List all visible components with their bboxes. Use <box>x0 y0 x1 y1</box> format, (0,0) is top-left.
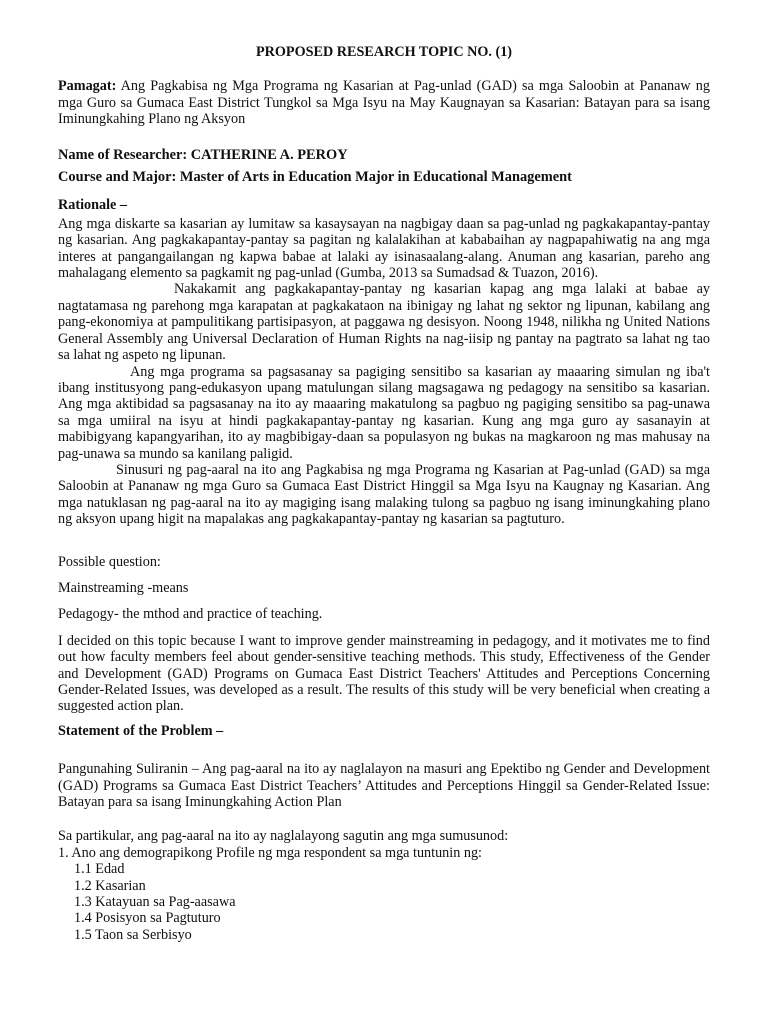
pangunahing-suliranin: Pangunahing Suliranin – Ang pag-aaral na ito ay naglalayon na masuri ang Epektibo ng Gender and Development (GAD) Programs sa Gumaca East District Teachers’ Attitudes and Perceptions Hinggil sa Gender-Related Issue: Batayan para sa isang Iminungkahing Action Plan <box>58 761 710 811</box>
document-title: PROPOSED RESEARCH TOPIC NO. (1) <box>255 44 513 60</box>
list-item: 1.2 Kasarian <box>74 877 146 894</box>
course-and-major: Course and Major: Master of Arts in Education Major in Educational Management <box>58 169 572 186</box>
researcher-name: Name of Researcher: CATHERINE A. PEROY <box>58 146 348 163</box>
rationale-paragraph-3: Ang mga programa sa pagsasanay sa pagiging sensitibo sa kasarian ay maaaring simulan ng iba't ibang institusyong pang-edukasyon upang matulungan silang magsagawa ng pedagogy na sensitibo sa kasarian. Ang mga aktibidad sa pagsasanay na ito ay maaaring makatulong sa pagbuo ng pagiging sensitibo sa pag-unawa sa mga umiiral na isyu at hindi pagkakapantay-pantay ng kasarian. Kung ang mga guro ay sasanayin at mabibigyang kapangyarihan, ito ay magbibigay-daan sa populasyon ng bukas na magkaroon ng mas mahusay na pag-unawa sa mundo sa kanilang paligid. <box>58 363 710 462</box>
question-1: 1. Ano ang demograpikong Profile ng mga respondent sa mga tuntunin ng: <box>58 844 482 861</box>
pamagat-text: Ang Pagkabisa ng Mga Programa ng Kasarian at Pag-unlad (GAD) sa mga Saloobin at Pananaw ng mga Guro sa Gumaca East District Tungkol sa Mga Isyu na May Kaugnayan sa Kasarian: Batayan para sa isang Iminungkahing Plano ng Aksyon <box>58 78 710 128</box>
rationale-heading: Rationale – <box>58 197 127 214</box>
possible-question: Possible question: <box>58 553 161 570</box>
mainstreaming-definition: Mainstreaming -means <box>58 579 189 596</box>
specific-questions-intro: Sa partikular, ang pag-aaral na ito ay naglalayong sagutin ang mga sumusunod: <box>58 828 509 845</box>
document-page <box>58 44 710 943</box>
list-item: 1.1 Edad <box>74 861 125 878</box>
pedagogy-definition: Pedagogy- the mthod and practice of teaching. <box>58 606 323 623</box>
rationale-paragraph-2: Nakakamit ang pagkakapantay-pantay ng kasarian kapag ang mga lalaki at babae ay nagtatamasa ng parehong mga karapatan at pagkakataon na ibinigay ng lahat ng sektor ng lipunan, kabilang ang pang-ekonomiya at pampulitikang partisipasyon, at paggawa ng desisyon. Noong 1948, nilikha ng United Nations General Assembly ang Universal Declaration of Human Rights na nag-iisip ng pantay na pagtrato sa lahat ng tao sa lahat ng aspeto ng lipunan. <box>58 281 710 364</box>
statement-of-problem-heading: Statement of the Problem – <box>58 722 224 739</box>
rationale-paragraph-1: Ang mga diskarte sa kasarian ay lumitaw sa kasaysayan na nagbigay daan sa pag-unlad ng pagkakapantay-pantay ng kasarian. Ang pagkakapantay-pantay sa pagitan ng kalalakihan at kababaihan ay nagpapahiwatig na ang mga interes at pangangailangan ng kapwa babae at lalaki ay isinasaalang-alang. Anuman ang kasarian, pareho ang mahalagang elemento sa pagkamit ng pag-unlad (Gumba, 2013 sa Sumadsad & Tuazon, 2016). <box>58 215 710 282</box>
rationale-paragraph-4: Sinusuri ng pag-aaral na ito ang Pagkabisa ng mga Programa ng Kasarian at Pag-unlad (GAD) sa mga Saloobin at Pananaw ng mga Guro sa Gumaca East District Hinggil sa Mga Isyu na Kaugnay ng Kasarian. Ang mga natuklasan ng pag-aaral na ito ay magiging isang malaking tulong sa pagbuo ng isang iminungkahing plano ng aksyon upang higit na mapalakas ang pagkakapantay-pantay ng kasarian sa pagtuturo. <box>58 461 710 528</box>
list-item: 1.3 Katayuan sa Pag-aasawa <box>74 894 236 911</box>
list-item: 1.4 Posisyon sa Pagtuturo <box>74 910 221 927</box>
topic-justification: I decided on this topic because I want to improve gender mainstreaming in pedagogy, and it motivates me to find out how faculty members feel about gender-sensitive teaching methods. This study, Effectiveness of the Gender and Development (GAD) Programs on Gumaca East District Teachers' Attitudes and Perceptions Concerning Gender-Related Issues, was developed as a result. The results of this study will be very beneficial when creating a suggested action plan. <box>58 632 710 715</box>
list-item: 1.5 Taon sa Serbisyo <box>74 926 192 943</box>
pamagat-paragraph <box>58 78 710 127</box>
profile-sub-items <box>58 861 710 943</box>
pamagat-label: Pamagat: <box>58 78 117 95</box>
